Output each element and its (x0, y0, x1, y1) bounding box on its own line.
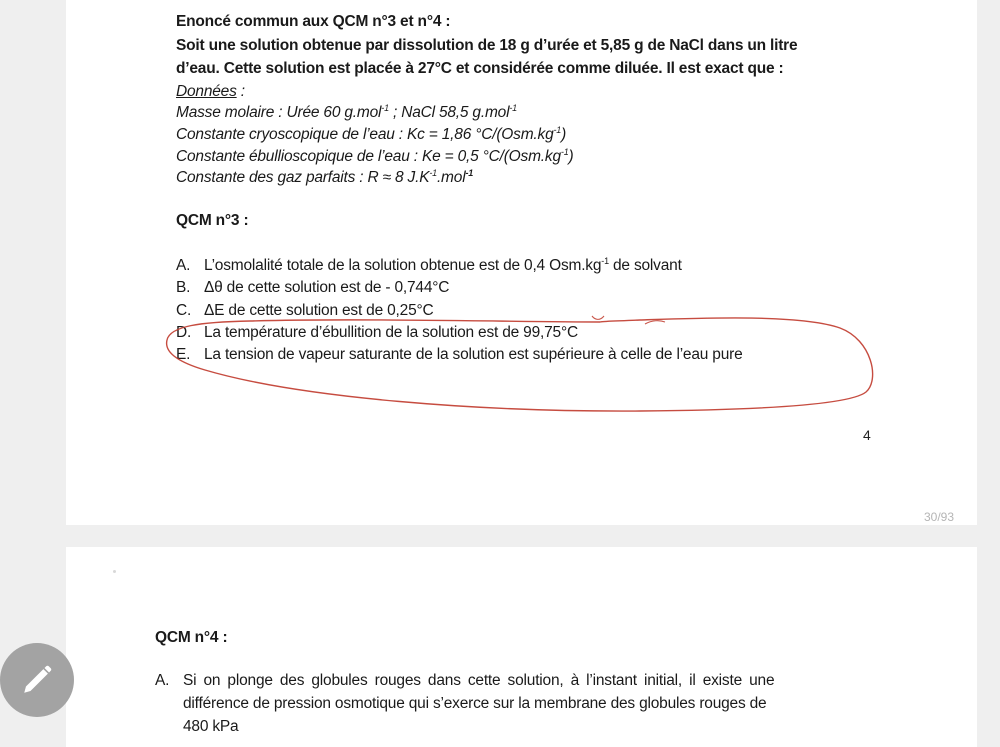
statement-line-1: Soit une solution obtenue par dissolution de 18 g d’urée et 5,85 g de NaCl dans un litre (176, 37, 798, 54)
data-cryoscopic-constant: Constante cryoscopique de l’eau : Kc = 1,86 $^\circ C/(Osm.kg^{-1})$ (176, 125, 567, 143)
pdf-page-30 (66, 0, 977, 525)
statement-line-2: d’eau. Cette solution est placée à 27°C et considérée comme diluée. Il est exact que : (176, 60, 784, 77)
qcm3-option-c: C. ΔE de cette solution est de 0,25°C (176, 302, 434, 319)
qcm3-title: QCM n°3 : (176, 212, 249, 229)
qcm3-option-b: B. Δθ de cette solution est de - 0,744°C (176, 279, 450, 296)
qcm4-option-a-line-2: différence de pression osmotique qui s’exerce sur la membrane des globules rouges de (183, 695, 767, 712)
page-counter: 30/93 (924, 510, 955, 524)
annotate-pencil-button[interactable] (0, 643, 74, 717)
page-number: 4 (863, 427, 871, 443)
data-gas-constant: Constante des gaz parfaits : R ≈ 8 $J.K^{-1}.mol^{-1}$ (176, 168, 474, 186)
qcm4-title: QCM n°4 : (155, 629, 228, 646)
qcm3-option-e: E. La tension de vapeur saturante de la solution est supérieure à celle de l’eau pure (176, 346, 743, 363)
pdf-page-31 (66, 547, 977, 747)
qcm4-option-a-line-1: A. Si on plonge des globules rouges dans cette solution, à l’instant initial, il existe une (155, 672, 775, 689)
qcm3-option-d: D. La température d’ébullition de la solution est de 99,75°C (176, 324, 578, 341)
qcm3-option-a: A. L’osmolalité totale de la solution obtenue est de 0,4 $Osm.kg^{-1}$ de solvant (176, 256, 682, 274)
pencil-icon (20, 663, 54, 697)
common-statement-heading: Enoncé commun aux QCM n°3 et n°4 : (176, 13, 451, 30)
donnees-label: Données : (176, 83, 245, 100)
qcm4-option-a-line-3: 480 kPa (183, 718, 239, 735)
data-ebullioscopic-constant: Constante ébullioscopique de l’eau : Ke = 0,5 $^\circ C/(Osm.kg^{-1})$ (176, 147, 574, 165)
data-molar-mass: Masse molaire : Urée 60 g.mol$^{-1}$ ; NaCl 58,5 g.mol$^{-1}$ (176, 103, 517, 121)
